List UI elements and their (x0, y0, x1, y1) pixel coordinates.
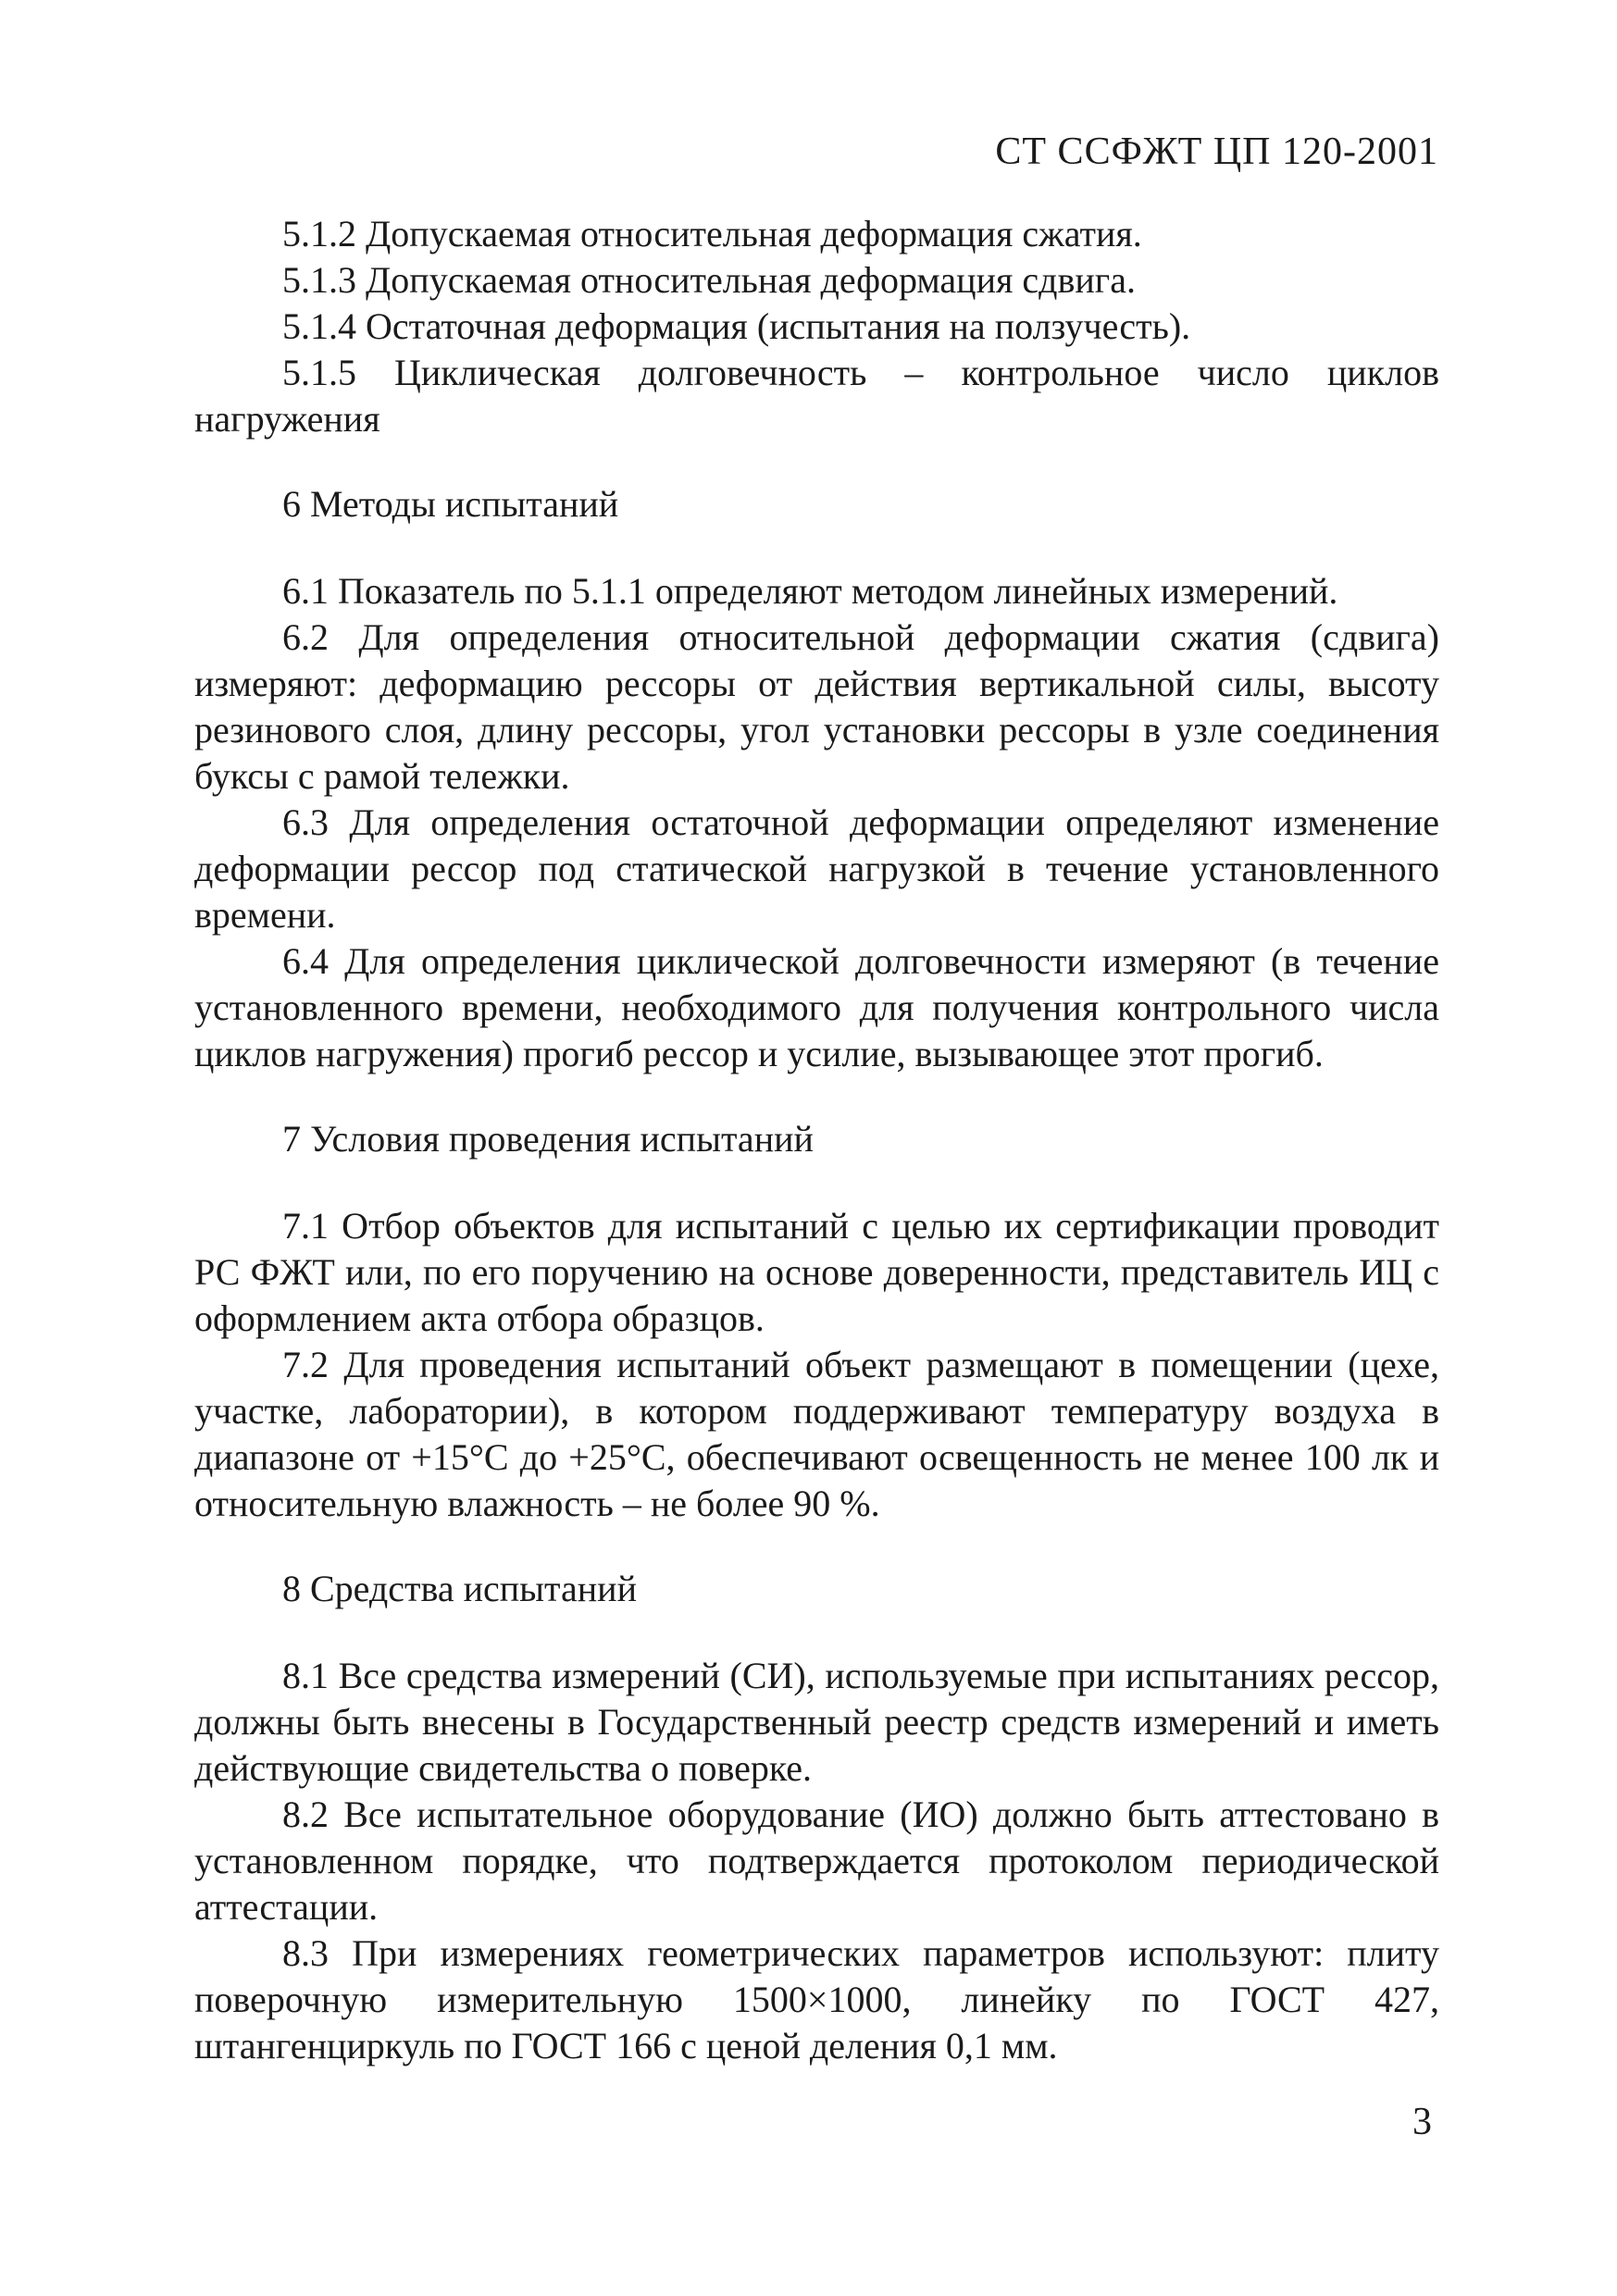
clause-6-1: 6.1 Показатель по 5.1.1 определяют методом линейных измерений. (282, 570, 1338, 612)
clause-6-3: 6.3 Для определения остаточной деформации определяют изменение деформации рессор под статической нагрузкой в течение установленного времени. (194, 801, 1439, 936)
clause-8-3: 8.3 При измерениях геометрических параметров используют: плиту поверочную измерительную 1500×1000, линейку по ГОСТ 427, штангенциркуль по ГОСТ 166 с ценой деления 0,1 мм. (194, 1932, 1439, 2066)
clause-8-1: 8.1 Все средства измерений (СИ), используемые при испытаниях рессор, должны быть внесены в Государственный реестр средств измерений и иметь действующие свидетельства о поверке. (194, 1655, 1439, 1789)
clause-5-1-5: 5.1.5 Циклическая долговечность – контрольное число циклов нагружения (194, 352, 1439, 440)
clause-6-4: 6.4 Для определения циклической долговечности измеряют (в течение установленного времени, необходимого для получения контрольного числа циклов нагружения) прогиб рессор и усилие, вызывающее этот прогиб. (194, 940, 1439, 1074)
page-number: 3 (1412, 2101, 1432, 2143)
section-8-heading: 8 Средства испытаний (282, 1568, 637, 1609)
clause-7-1: 7.1 Отбор объектов для испытаний с целью их сертификации проводит РС ФЖТ или, по его поручению на основе доверенности, представитель ИЦ с оформлением акта отбора образцов. (194, 1205, 1439, 1339)
clause-5-1-2: 5.1.2 Допускаемая относительная деформация сжатия. (282, 213, 1142, 254)
clause-6-2: 6.2 Для определения относительной деформации сжатия (сдвига) измеряют: деформацию рессоры от действия вертикальной силы, высоту резинового слоя, длину рессоры, угол установки рессоры в узле соединения буксы с рамой тележки. (194, 616, 1439, 797)
section-7-heading: 7 Условия проведения испытаний (282, 1118, 814, 1160)
clause-5-1-4: 5.1.4 Остаточная деформация (испытания на ползучесть). (282, 305, 1191, 347)
clause-5-1-3: 5.1.3 Допускаемая относительная деформация сдвига. (282, 259, 1136, 301)
clause-7-2: 7.2 Для проведения испытаний объект размещают в помещении (цехе, участке, лаборатории), в котором поддерживают температуру воздуха в диапазоне от +15°С до +25°С, обеспечивают освещенность не менее 100 лк и относительную влажность – не более 90 %. (194, 1344, 1439, 1524)
clause-8-2: 8.2 Все испытательное оборудование (ИО) должно быть аттестовано в установленном порядке, что подтверждается протоколом периодической аттестации. (194, 1793, 1439, 1928)
section-6-heading: 6 Методы испытаний (282, 483, 619, 525)
page-body (194, 211, 1439, 2069)
document-code: СТ ССФЖТ ЦП 120-2001 (995, 130, 1438, 173)
